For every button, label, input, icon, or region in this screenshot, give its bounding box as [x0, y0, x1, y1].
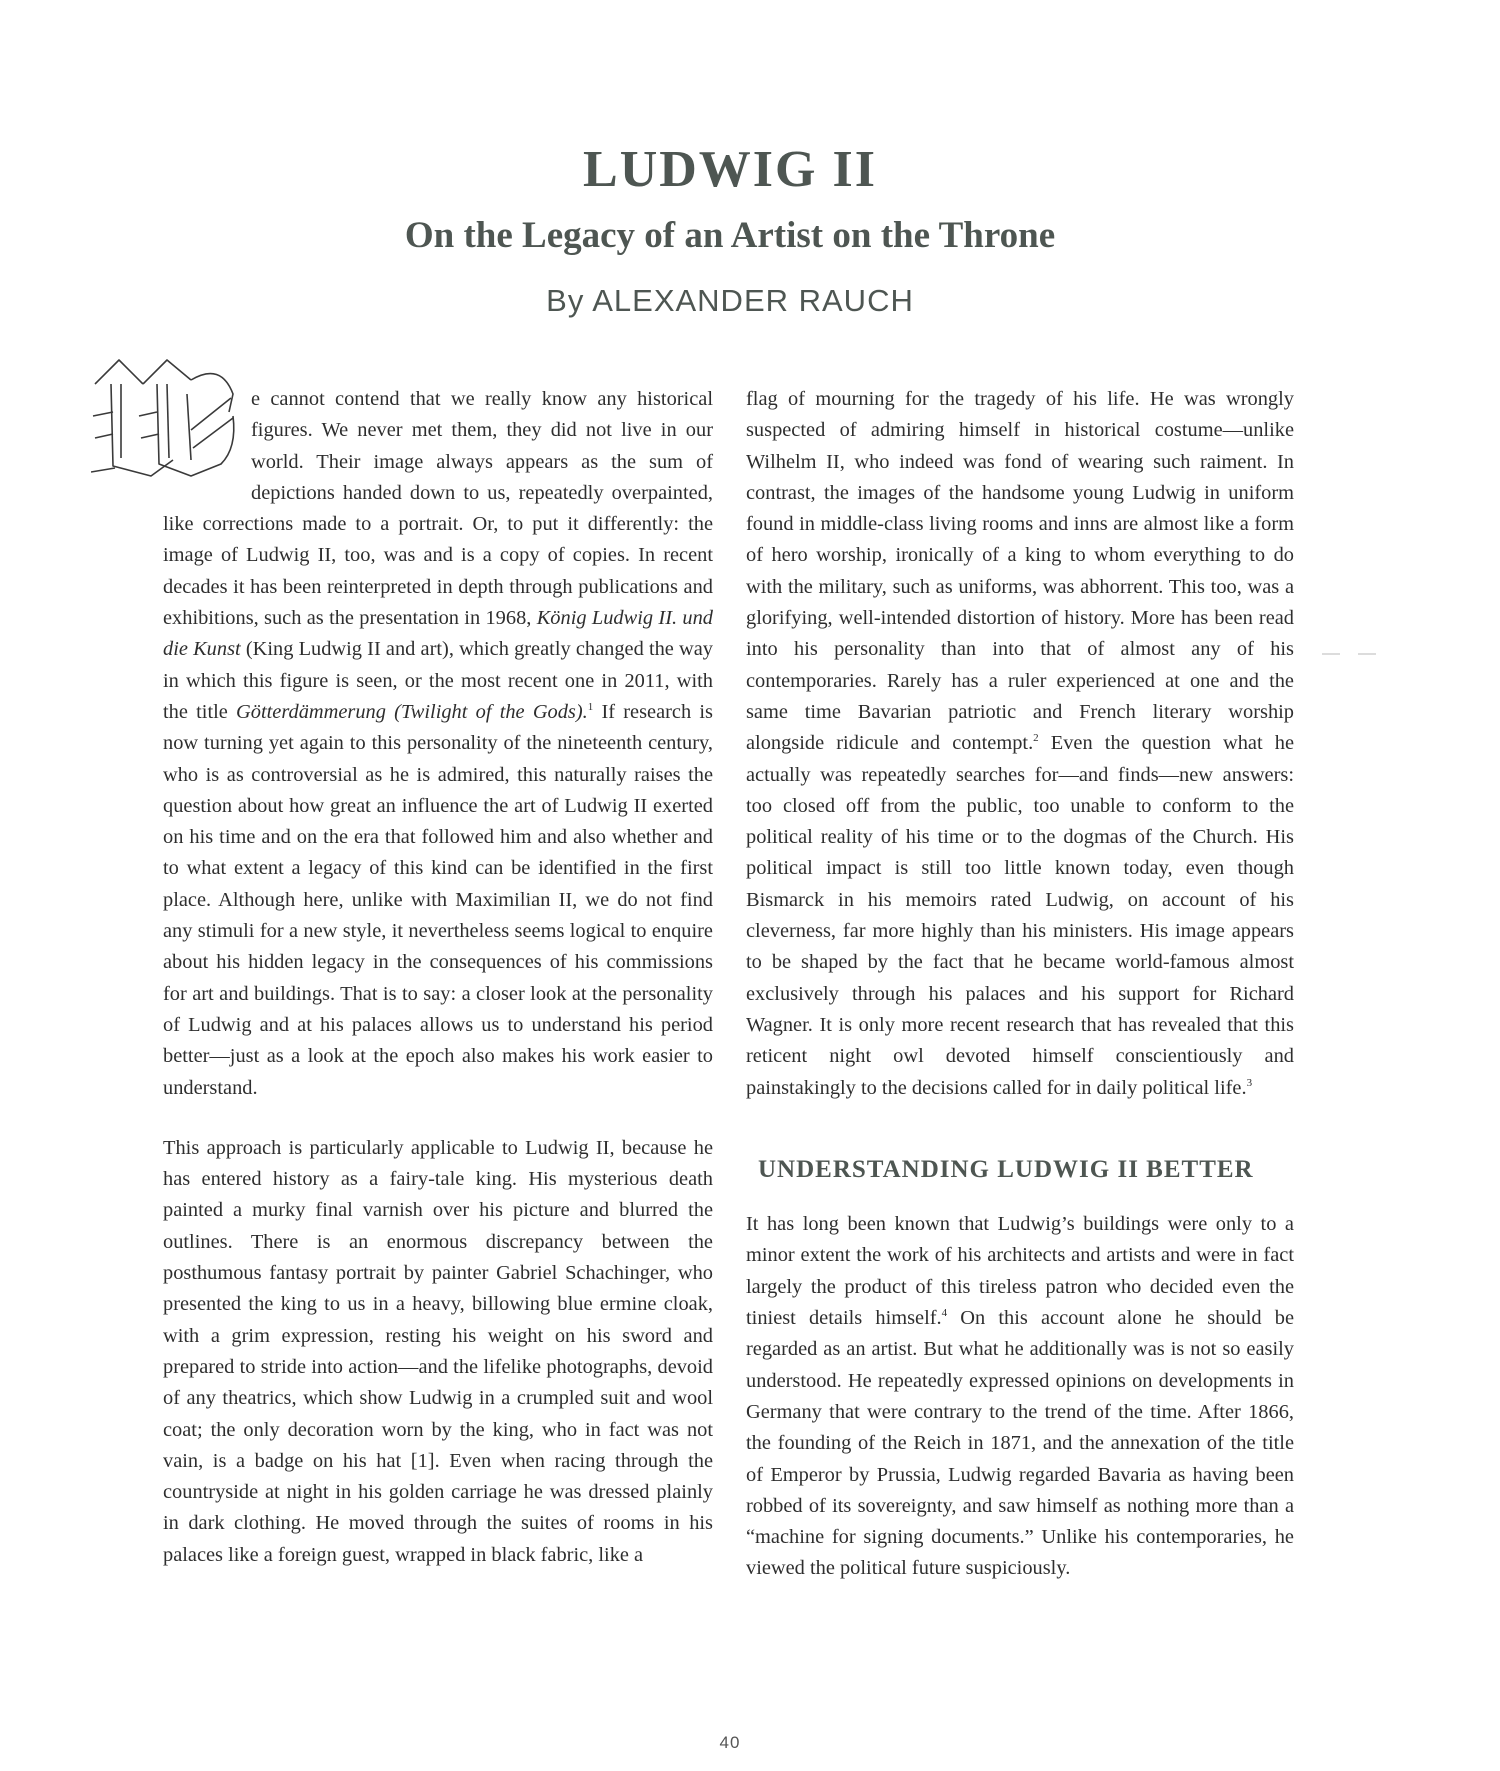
section-paragraph: It has long been known that Ludwig’s buildings were only to a minor extent the work of his architects and artists and were in fact largely the product of this tireless patron who decided even the tiniest details himself.$^4$ On this account alone he should be regarded as an artist. But what he additionally was is not so easily understood. He repeatedly expressed opinions on developments in Germany that were contrary to the trend of the time. After 1866, the founding of the Reich in 1871, and the annexation of the title of Emperor by Prussia, Ludwig regarded Bavaria as having been robbed of its sovereignty, and saw himself as nothing more than a “machine for signing documents.” Unlike his contemporaries, he viewed the political future suspiciously.	[746, 1213, 1295, 1580]
left-column	[163, 384, 713, 1571]
footnote-ref-1: 1	[587, 701, 594, 714]
intro-paragraph: e cannot contend that we really know any historical figures. We never met them, they did not live in our world. Their image always appears as the sum of depictions handed down to us, repeatedly overpainted, like corrections made to a portrait. Or, to put it differently: the image of Ludwig II, too, was and is a copy of copies. In recent decades it has been reinterpreted in depth through publications and exhibitions, such as the presentation in 1968, König Ludwig II. und die Kunst (King Ludwig II and art), which greatly changed the way in which this figure is seen, or the most recent one in 2011, with the title Götterdämmerung (Twilight of the Gods).$^1$ If research is now turning yet again to this personality of the nineteenth century, who is as controversial as he is admired, this naturally raises the question about how great an influence the art of Ludwig II exerted on his time and on the era that followed him and also whether and to what extent a legacy of this kind can be identified in the first place. Although here, unlike with Maximilian II, we do not find any stimuli for a new style, it nevertheless seems logical to enquire about his hidden legacy in the consequences of his commissions for art and buildings. That is to say: a closer look at the personality of Ludwig and at his palaces allows us to understand his period better—just as a look at the epoch also makes his work easier to understand.	[163, 384, 713, 1104]
exhibition-title-2011: Götterdämmerung (Twilight of the Gods).	[236, 700, 588, 723]
second-paragraph: This approach is particularly applicable to Ludwig II, because he has entered history as a fairy-tale king. His mysterious death painted a murky final varnish over his picture and blurred the outlines. There is an enormous discrepancy between the posthumous fantasy portrait by painter Gabriel Schachinger, who presented the king to us in a heavy, billowing blue ermine cloak, with a grim expression, resting his weight on his sword and prepared to stride into action—and the lifelike photographs, devoid of any theatrics, which show Ludwig in a crumpled suit and wool coat; the only decoration worn by the king, who in fact was not vain, is a badge on his hat [1]. Even when racing through the countryside at night in his golden carriage he was dressed plainly in dark clothing. He moved through the suites of rooms in his palaces like a foreign guest, wrapped in black fabric, like a	[163, 1136, 713, 1566]
section-heading: UNDERSTANDING LUDWIG II BETTER	[758, 1155, 1254, 1183]
footnote-ref-3: 3	[1246, 1076, 1253, 1089]
footnote-ref-2: 2	[1033, 732, 1039, 745]
dropcap-w-icon	[91, 354, 243, 478]
continued-paragraph: flag of mourning for the tragedy of his life. He was wrongly suspected of admiring himself in historical costume—unlike Wilhelm II, who indeed was fond of wearing such raiment. In contrast, the images of the handsome young Ludwig in uniform found in middle-class living rooms and inns are almost like a form of hero worship, ironically of a king to whom everything to do with the military, such as uniforms, was abhorrent. This too, was a glorifying, well-intended distortion of history. More has been read into his personality than into that of almost any of his contemporaries. Rarely has a ruler experienced at one and the same time Bavarian patriotic and French literary worship alongside ridicule and contempt.$^2$ Even the question what he actually was repeatedly searches for—and finds—new answers: too closed off from the public, too unable to conform to the political reality of his time or to the dogmas of the Church. His political impact is still too little known today, even though Bismarck in his memoirs rated Ludwig, on account of his cleverness, far more highly than his ministers. His image appears to be shaped by the fact that he became world-famous almost exclusively through his palaces and his support for Richard Wagner. It is only more recent research that has revealed that this reticent night owl devoted himself conscientiously and painstakingly to the decisions called for in daily political life.$^3$	[746, 388, 1294, 1099]
page-number: 40	[719, 1733, 741, 1752]
right-column	[746, 384, 1294, 1585]
footnote-ref-4: 4	[941, 1307, 948, 1320]
scan-artifact-mark	[1322, 653, 1376, 655]
article-subtitle: On the Legacy of an Artist on the Throne	[404, 215, 1056, 256]
article-title: LUDWIG II	[583, 141, 877, 198]
author-byline: By ALEXANDER RAUCH	[546, 283, 914, 318]
exhibition-title-1968: König Ludwig II. und die Kunst	[163, 607, 713, 661]
